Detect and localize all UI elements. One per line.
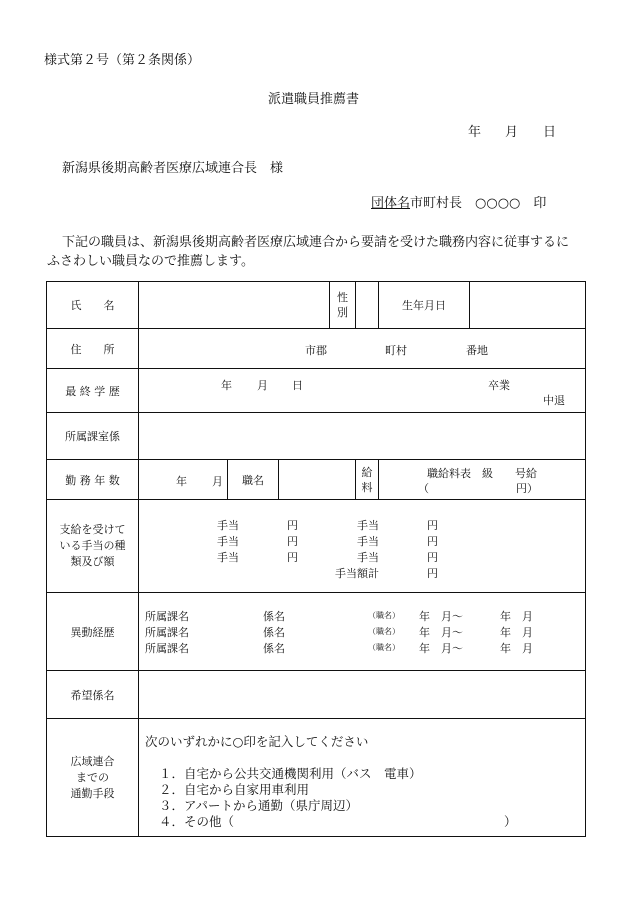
allowance-2-word: 手当 [357, 519, 379, 532]
salary-paren-open: （ [418, 482, 429, 495]
allowance-3-word: 手当 [217, 535, 239, 548]
commute-label-3: 通勤手段 [70, 786, 115, 800]
allowance-2-yen: 円 [427, 519, 438, 532]
allowance-6-yen: 円 [427, 551, 438, 564]
history-3-position: （職名） [368, 643, 400, 652]
intro-line-1: 下記の職員は、新潟県後期高齢者医療広域連合から要請を受けた職務内容に従事するに [62, 235, 570, 250]
allowance-3-yen: 円 [287, 535, 298, 548]
dept-label: 所属課室係 [47, 413, 139, 460]
allowance-5-yen: 円 [287, 551, 298, 564]
row-commute [47, 719, 586, 837]
row-education [47, 369, 586, 413]
sender-name: 市町村長 ○○○○ 印 [410, 196, 547, 211]
allowance-field[interactable] [139, 500, 586, 593]
address-label: 住 所 [47, 329, 139, 369]
form-number: 様式第２号（第２条関係） [44, 53, 201, 68]
history-2-from: 年 月～ [419, 626, 463, 639]
commute-option-4[interactable]: ４．その他（ [159, 814, 235, 829]
intro-line-2: ふさわしい職員なので推薦します。 [47, 254, 254, 269]
history-3-dept: 所属課名 [145, 642, 189, 655]
post-field[interactable] [279, 460, 356, 500]
allowance-6-word: 手当 [357, 551, 379, 564]
page-title: 派遣職員推薦書 [268, 92, 360, 107]
row-service [47, 460, 586, 500]
dept-field[interactable] [139, 413, 586, 460]
history-1-from: 年 月～ [419, 610, 463, 623]
recommendation-form-table [46, 281, 586, 837]
allowance-total: 手当額計 [335, 567, 379, 580]
service-month: 月 [212, 475, 223, 488]
row-department [47, 413, 586, 460]
address-num: 番地 [466, 344, 488, 357]
history-1-to: 年 月 [500, 610, 533, 623]
allowance-5-word: 手当 [217, 551, 239, 564]
commute-option-1[interactable]: １．自宅から公共交通機関利用（バス 電車） [159, 766, 422, 781]
allowance-4-word: 手当 [357, 535, 379, 548]
history-3-to: 年 月 [500, 642, 533, 655]
history-1-dept: 所属課名 [145, 610, 189, 623]
sender-org: 団体名 [371, 196, 411, 211]
date-year: 年 [468, 125, 482, 140]
wish-field[interactable] [139, 671, 586, 719]
allowance-label-3: 類及び額 [70, 555, 115, 568]
birth-field[interactable] [470, 282, 586, 329]
history-2-dept: 所属課名 [145, 626, 189, 639]
history-2-position: （職名） [368, 627, 400, 636]
history-2-section: 係名 [263, 626, 285, 639]
service-year: 年 [176, 475, 187, 488]
commute-label-2: までの [76, 770, 109, 784]
history-2-to: 年 月 [500, 626, 533, 639]
salary-table: 職給料表 級 号給 [427, 467, 537, 480]
date-day: 日 [543, 125, 557, 140]
row-allowance [47, 500, 586, 593]
commute-field[interactable] [139, 719, 586, 837]
history-1-position: （職名） [368, 611, 400, 620]
sex-label [330, 282, 356, 329]
allowance-label-2: いる手当の種 [59, 539, 126, 552]
post-label: 職名 [228, 460, 279, 500]
history-3-section: 係名 [263, 642, 285, 655]
row-wish [47, 671, 586, 719]
row-history [47, 593, 586, 671]
commute-other-close: ） [504, 814, 517, 829]
name-field[interactable] [139, 282, 330, 329]
history-field[interactable] [139, 593, 586, 671]
allowance-total-yen: 円 [427, 567, 438, 580]
edu-day: 日 [292, 379, 303, 392]
history-1-section: 係名 [263, 610, 285, 623]
allowance-4-yen: 円 [427, 535, 438, 548]
address-town: 町村 [385, 344, 407, 357]
edu-year: 年 [221, 379, 232, 392]
salary-label-2: 料 [361, 480, 373, 494]
address-field[interactable] [139, 329, 586, 369]
salary-label [356, 460, 379, 500]
sex-label-1: 性 [337, 291, 348, 304]
sender-line [371, 192, 546, 211]
commute-option-2[interactable]: ２．自宅から自家用車利用 [159, 782, 310, 797]
name-label: 氏 名 [47, 282, 139, 329]
allowance-label-1: 支給を受けて [59, 523, 126, 536]
allowance-1-yen: 円 [287, 519, 298, 532]
date-month: 月 [505, 125, 519, 140]
wish-label: 希望係名 [47, 671, 139, 719]
salary-field[interactable] [379, 460, 586, 500]
row-name [47, 282, 586, 329]
sex-field[interactable] [356, 282, 379, 329]
commute-label-1: 広域連合 [70, 754, 115, 768]
birth-label: 生年月日 [379, 282, 470, 329]
service-field[interactable] [139, 460, 228, 500]
edu-month: 月 [257, 379, 268, 392]
address-city: 市郡 [305, 344, 327, 357]
commute-instruction: 次のいずれかに○印を記入してください [145, 734, 369, 749]
salary-label-1: 給 [361, 465, 373, 479]
service-label: 勤 務 年 数 [47, 460, 139, 500]
row-address [47, 329, 586, 369]
edu-label: 最 終 学 歴 [47, 369, 139, 413]
addressee: 新潟県後期高齢者医療広域連合長 様 [62, 161, 284, 176]
history-label: 異動経歴 [47, 593, 139, 671]
edu-drop: 中退 [543, 394, 565, 407]
edu-field[interactable] [139, 369, 586, 413]
commute-label [47, 719, 139, 837]
sex-label-2: 別 [337, 306, 348, 319]
history-3-from: 年 月～ [419, 642, 463, 655]
edu-grad: 卒業 [488, 379, 510, 392]
salary-paren-close: 円） [516, 482, 538, 495]
commute-option-3[interactable]: ３．アパートから通勤（県庁周辺） [159, 798, 359, 813]
allowance-label [47, 500, 139, 593]
allowance-1-word: 手当 [217, 519, 239, 532]
